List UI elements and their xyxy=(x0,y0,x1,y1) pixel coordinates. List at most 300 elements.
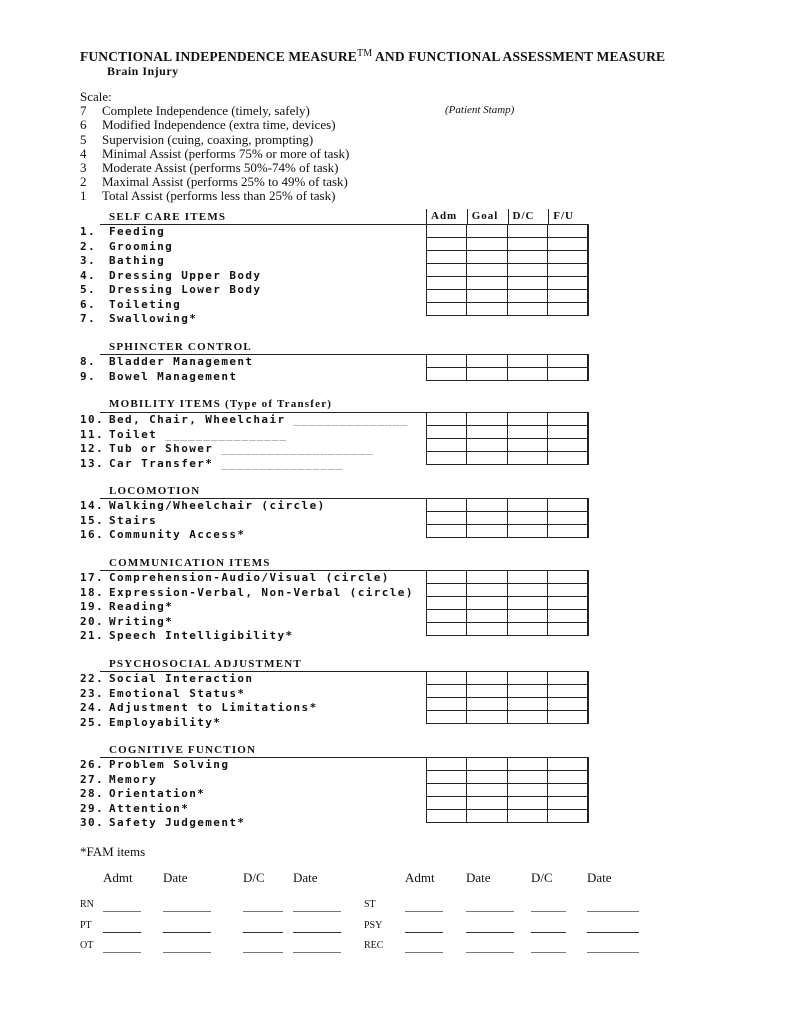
score-cell-dc[interactable] xyxy=(507,810,547,823)
scale-level xyxy=(80,189,349,203)
item-label: Safety Judgement* xyxy=(109,816,246,829)
score-cell-goal[interactable] xyxy=(467,225,507,238)
discipline-ot: OT xyxy=(80,940,94,951)
score-cell-dc[interactable] xyxy=(507,685,547,698)
score-cell-dc[interactable] xyxy=(507,525,547,538)
transfer-type-blank[interactable]: _______________ xyxy=(293,413,408,426)
score-cell-fu[interactable] xyxy=(547,685,588,698)
item-number: 25. xyxy=(80,715,105,729)
score-grid-mobility-items-type-of-transfer xyxy=(426,412,589,465)
score-cell-adm[interactable] xyxy=(427,758,467,771)
score-cell-fu[interactable] xyxy=(547,610,588,623)
score-row xyxy=(427,225,589,238)
score-cell-adm[interactable] xyxy=(427,810,467,823)
item-label: Memory xyxy=(109,772,158,786)
item-number: 24. xyxy=(80,701,105,714)
score-row xyxy=(427,439,589,452)
score-cell-fu[interactable] xyxy=(547,368,588,381)
score-cell-dc[interactable] xyxy=(507,597,547,610)
signature-line-rec[interactable] xyxy=(531,952,566,953)
item-number: 30. xyxy=(80,816,105,829)
score-cell-fu[interactable] xyxy=(547,290,588,303)
score-cell-dc[interactable] xyxy=(507,672,547,685)
item-number: 8. xyxy=(80,355,97,368)
signature-line-pt[interactable] xyxy=(243,932,283,933)
score-cell-dc[interactable] xyxy=(507,251,547,264)
scale-level xyxy=(80,147,349,161)
score-cell-goal[interactable] xyxy=(467,571,507,584)
score-cell-goal[interactable] xyxy=(467,784,507,797)
score-cell-dc[interactable] xyxy=(507,571,547,584)
item-row xyxy=(80,773,245,788)
item-label: Dressing Lower Body xyxy=(109,283,262,296)
scale-number: 4 xyxy=(80,145,87,161)
title-main: FUNCTIONAL INDEPENDENCE MEASURE xyxy=(80,49,357,64)
score-cell-adm[interactable] xyxy=(427,584,467,597)
item-number: 29. xyxy=(80,801,105,815)
item-row xyxy=(80,225,261,240)
item-label: Bed, Chair, Wheelchair xyxy=(109,413,286,426)
signature-line-rn[interactable] xyxy=(243,911,283,912)
score-cell-adm[interactable] xyxy=(427,597,467,610)
item-row xyxy=(80,442,408,457)
score-cell-adm[interactable] xyxy=(427,290,467,303)
item-number: 1. xyxy=(80,225,97,238)
item-row xyxy=(80,514,326,529)
score-row xyxy=(427,413,589,426)
score-cell-dc[interactable] xyxy=(507,452,547,465)
column-header-goal: Goal xyxy=(467,209,508,224)
score-cell-adm[interactable] xyxy=(427,452,467,465)
column-header-fu: F/U xyxy=(548,209,589,224)
score-grid-self-care-items xyxy=(426,224,589,316)
score-cell-dc[interactable] xyxy=(507,368,547,381)
score-cell-fu[interactable] xyxy=(547,264,588,277)
score-cell-fu[interactable] xyxy=(547,525,588,538)
item-row xyxy=(80,457,408,472)
score-cell-goal[interactable] xyxy=(467,698,507,711)
score-cell-goal[interactable] xyxy=(467,810,507,823)
scale-level xyxy=(80,161,349,175)
score-row xyxy=(427,672,589,685)
score-cell-goal[interactable] xyxy=(467,685,507,698)
score-cell-goal[interactable] xyxy=(467,452,507,465)
signature-line-ot[interactable] xyxy=(243,952,283,953)
score-cell-fu[interactable] xyxy=(547,711,588,724)
item-label: Dressing Upper Body xyxy=(109,268,262,282)
item-label: Expression-Verbal, Non-Verbal (circle) xyxy=(109,585,414,599)
signature-line-rec[interactable] xyxy=(466,952,514,953)
signature-header-right-3: Date xyxy=(587,870,612,885)
item-number: 4. xyxy=(80,268,97,282)
score-cell-fu[interactable] xyxy=(547,355,588,368)
score-cell-goal[interactable] xyxy=(467,290,507,303)
score-row xyxy=(427,251,589,264)
score-cell-goal[interactable] xyxy=(467,303,507,316)
score-cell-goal[interactable] xyxy=(467,238,507,251)
score-cell-adm[interactable] xyxy=(427,525,467,538)
item-label: Feeding xyxy=(109,225,166,238)
item-row xyxy=(80,629,414,644)
item-row xyxy=(80,615,414,630)
score-cell-fu[interactable] xyxy=(547,698,588,711)
score-cell-dc[interactable] xyxy=(507,758,547,771)
section-items-cognitive-function xyxy=(80,758,245,831)
score-cell-goal[interactable] xyxy=(467,623,507,636)
score-grid-sphincter-control xyxy=(426,354,589,381)
score-cell-fu[interactable] xyxy=(547,303,588,316)
item-row xyxy=(80,413,408,428)
score-cell-adm[interactable] xyxy=(427,439,467,452)
score-grid-psychosocial-adjustment xyxy=(426,671,589,724)
item-label: Swallowing* xyxy=(109,312,198,325)
item-label: Writing* xyxy=(109,614,174,628)
score-cell-fu[interactable] xyxy=(547,584,588,597)
score-cell-dc[interactable] xyxy=(507,439,547,452)
score-cell-dc[interactable] xyxy=(507,277,547,290)
signature-line-ot[interactable] xyxy=(103,952,141,953)
scale-number: 7 xyxy=(80,103,87,119)
score-cell-adm[interactable] xyxy=(427,303,467,316)
score-row xyxy=(427,452,589,465)
score-cell-adm[interactable] xyxy=(427,610,467,623)
score-cell-goal[interactable] xyxy=(467,355,507,368)
section-heading-cognitive-function: COGNITIVE FUNCTION xyxy=(109,744,257,756)
score-cell-dc[interactable] xyxy=(507,303,547,316)
item-number: 12. xyxy=(80,442,105,455)
item-number: 11. xyxy=(80,427,105,441)
score-cell-adm[interactable] xyxy=(427,784,467,797)
signature-header-left-2: D/C xyxy=(243,870,265,885)
scale-level xyxy=(80,118,349,132)
score-cell-adm[interactable] xyxy=(427,672,467,685)
item-row xyxy=(80,802,245,817)
signature-header-left-0: Admt xyxy=(103,870,133,885)
signature-line-st[interactable] xyxy=(405,911,443,912)
item-row xyxy=(80,586,414,601)
score-row xyxy=(427,355,589,368)
score-cell-adm[interactable] xyxy=(427,771,467,784)
scale-description: Complete Independence (timely, safely) xyxy=(102,103,310,119)
score-cell-fu[interactable] xyxy=(547,413,588,426)
score-cell-goal[interactable] xyxy=(467,512,507,525)
score-row xyxy=(427,698,589,711)
scale-label: Scale: xyxy=(80,89,112,104)
score-cell-fu[interactable] xyxy=(547,512,588,525)
score-cell-fu[interactable] xyxy=(547,597,588,610)
score-cell-goal[interactable] xyxy=(467,499,507,512)
score-cell-fu[interactable] xyxy=(547,499,588,512)
item-label: Toilet xyxy=(109,427,158,441)
item-label: Adjustment to Limitations* xyxy=(109,701,318,714)
discipline-psy: PSY xyxy=(364,920,383,931)
score-cell-goal[interactable] xyxy=(467,758,507,771)
score-row xyxy=(427,758,589,771)
signature-line-pt[interactable] xyxy=(103,932,141,933)
score-row xyxy=(427,797,589,810)
score-cell-dc[interactable] xyxy=(507,512,547,525)
item-label: Orientation* xyxy=(109,787,206,800)
score-cell-goal[interactable] xyxy=(467,426,507,439)
item-row xyxy=(80,600,414,615)
score-cell-dc[interactable] xyxy=(507,623,547,636)
score-cell-dc[interactable] xyxy=(507,784,547,797)
signature-line-psy[interactable] xyxy=(405,932,443,933)
score-row xyxy=(427,810,589,823)
signature-header-right-0: Admt xyxy=(405,870,435,885)
score-cell-fu[interactable] xyxy=(547,277,588,290)
score-cell-dc[interactable] xyxy=(507,771,547,784)
item-row xyxy=(80,701,318,716)
score-cell-goal[interactable] xyxy=(467,264,507,277)
score-row xyxy=(427,771,589,784)
scale-number: 6 xyxy=(80,117,87,133)
score-cell-adm[interactable] xyxy=(427,264,467,277)
score-row xyxy=(427,426,589,439)
score-cell-fu[interactable] xyxy=(547,452,588,465)
section-items-communication-items xyxy=(80,571,414,644)
score-cell-goal[interactable] xyxy=(467,277,507,290)
score-cell-fu[interactable] xyxy=(547,672,588,685)
signature-line-rn[interactable] xyxy=(103,911,141,912)
score-cell-dc[interactable] xyxy=(507,711,547,724)
score-cell-fu[interactable] xyxy=(547,758,588,771)
scale-level xyxy=(80,104,349,118)
item-number: 3. xyxy=(80,254,97,267)
score-cell-dc[interactable] xyxy=(507,355,547,368)
item-row xyxy=(80,269,261,284)
score-cell-fu[interactable] xyxy=(547,426,588,439)
item-row xyxy=(80,240,261,255)
item-row xyxy=(80,355,253,370)
item-label: Bladder Management xyxy=(109,355,254,368)
score-cell-goal[interactable] xyxy=(467,797,507,810)
signature-header-left-3: Date xyxy=(293,870,318,885)
item-label: Bathing xyxy=(109,254,166,267)
score-row xyxy=(427,685,589,698)
signature-line-rn[interactable] xyxy=(163,911,211,912)
score-cell-goal[interactable] xyxy=(467,525,507,538)
score-cell-adm[interactable] xyxy=(427,277,467,290)
item-label: Car Transfer* xyxy=(109,456,214,470)
score-cell-goal[interactable] xyxy=(467,413,507,426)
item-label: Community Access* xyxy=(109,528,246,541)
signature-line-rn[interactable] xyxy=(293,911,341,912)
item-number: 18. xyxy=(80,585,105,599)
item-row xyxy=(80,428,408,443)
score-cell-fu[interactable] xyxy=(547,225,588,238)
score-cell-adm[interactable] xyxy=(427,685,467,698)
score-cell-fu[interactable] xyxy=(547,623,588,636)
score-cell-dc[interactable] xyxy=(507,413,547,426)
score-row xyxy=(427,290,589,303)
section-heading-self-care-items: SELF CARE ITEMS xyxy=(109,211,227,223)
score-cell-adm[interactable] xyxy=(427,512,467,525)
section-items-psychosocial-adjustment xyxy=(80,672,318,730)
score-cell-fu[interactable] xyxy=(547,571,588,584)
signature-line-psy[interactable] xyxy=(466,932,514,933)
item-number: 20. xyxy=(80,614,105,628)
signature-line-ot[interactable] xyxy=(163,952,211,953)
signature-line-rec[interactable] xyxy=(405,952,443,953)
score-cell-adm[interactable] xyxy=(427,413,467,426)
score-row xyxy=(427,571,589,584)
score-cell-dc[interactable] xyxy=(507,225,547,238)
score-row xyxy=(427,499,589,512)
transfer-type-blank[interactable]: ________________ xyxy=(221,456,344,470)
item-label: Toileting xyxy=(109,297,182,311)
score-cell-goal[interactable] xyxy=(467,368,507,381)
section-items-self-care-items xyxy=(80,225,261,327)
item-label: Grooming xyxy=(109,239,174,253)
title-rest: AND FUNCTIONAL ASSESSMENT MEASURE xyxy=(372,49,666,64)
item-label: Bowel Management xyxy=(109,369,238,383)
scale-number: 1 xyxy=(80,188,87,204)
score-cell-goal[interactable] xyxy=(467,711,507,724)
item-number: 2. xyxy=(80,239,97,253)
score-cell-goal[interactable] xyxy=(467,597,507,610)
score-grid-cognitive-function xyxy=(426,757,589,823)
scale-description: Modified Independence (extra time, devices) xyxy=(102,117,336,133)
item-label: Attention* xyxy=(109,801,190,815)
score-cell-adm[interactable] xyxy=(427,355,467,368)
score-cell-fu[interactable] xyxy=(547,771,588,784)
item-row xyxy=(80,672,318,687)
signature-header-right-2: D/C xyxy=(531,870,553,885)
item-number: 17. xyxy=(80,571,105,584)
score-cell-dc[interactable] xyxy=(507,584,547,597)
item-row xyxy=(80,298,261,313)
section-heading-psychosocial-adjustment: PSYCHOSOCIAL ADJUSTMENT xyxy=(109,658,302,670)
item-label: Tub or Shower xyxy=(109,442,214,455)
item-label: Employability* xyxy=(109,715,222,729)
item-row xyxy=(80,370,253,385)
score-cell-fu[interactable] xyxy=(547,251,588,264)
item-row xyxy=(80,787,245,802)
signature-line-st[interactable] xyxy=(466,911,514,912)
score-column-headers xyxy=(426,209,589,224)
discipline-pt: PT xyxy=(80,920,92,931)
item-number: 19. xyxy=(80,600,105,613)
item-label: Speech Intelligibility* xyxy=(109,629,294,642)
item-row xyxy=(80,758,245,773)
section-items-locomotion xyxy=(80,499,326,543)
score-cell-fu[interactable] xyxy=(547,797,588,810)
score-cell-dc[interactable] xyxy=(507,290,547,303)
form-subtitle: Brain Injury xyxy=(107,64,179,78)
scale-description: Moderate Assist (performs 50%-74% of task) xyxy=(102,160,339,176)
trademark: TM xyxy=(356,48,373,59)
score-cell-adm[interactable] xyxy=(427,251,467,264)
score-cell-goal[interactable] xyxy=(467,439,507,452)
item-row xyxy=(80,254,261,269)
score-cell-dc[interactable] xyxy=(507,698,547,711)
score-cell-adm[interactable] xyxy=(427,368,467,381)
score-cell-goal[interactable] xyxy=(467,251,507,264)
score-row xyxy=(427,368,589,381)
score-cell-dc[interactable] xyxy=(507,238,547,251)
signature-line-st[interactable] xyxy=(587,911,639,912)
item-label: Social Interaction xyxy=(109,672,254,685)
section-heading-communication-items: COMMUNICATION ITEMS xyxy=(109,557,271,569)
score-cell-adm[interactable] xyxy=(427,797,467,810)
score-cell-dc[interactable] xyxy=(507,610,547,623)
item-number: 21. xyxy=(80,629,105,642)
signature-line-ot[interactable] xyxy=(293,952,341,953)
score-cell-dc[interactable] xyxy=(507,426,547,439)
score-cell-dc[interactable] xyxy=(507,264,547,277)
score-cell-adm[interactable] xyxy=(427,499,467,512)
score-row xyxy=(427,610,589,623)
scale-number: 3 xyxy=(80,160,87,176)
score-cell-fu[interactable] xyxy=(547,784,588,797)
column-header-adm: Adm xyxy=(426,209,467,224)
scale-description: Maximal Assist (performs 25% to 49% of task) xyxy=(102,174,348,190)
score-cell-goal[interactable] xyxy=(467,672,507,685)
score-cell-goal[interactable] xyxy=(467,610,507,623)
scale-number: 2 xyxy=(80,174,87,190)
item-label: Reading* xyxy=(109,600,174,613)
signature-line-rec[interactable] xyxy=(587,952,639,953)
score-row xyxy=(427,277,589,290)
score-row xyxy=(427,784,589,797)
item-label: Problem Solving xyxy=(109,758,230,771)
item-number: 6. xyxy=(80,297,97,311)
item-row xyxy=(80,283,261,298)
section-items-sphincter-control xyxy=(80,355,253,384)
score-cell-adm[interactable] xyxy=(427,238,467,251)
section-heading-sphincter-control: SPHINCTER CONTROL xyxy=(109,341,252,353)
signature-line-psy[interactable] xyxy=(531,932,566,933)
item-number: 14. xyxy=(80,499,105,512)
item-number: 13. xyxy=(80,456,105,470)
signature-line-psy[interactable] xyxy=(587,932,639,933)
score-row xyxy=(427,597,589,610)
score-cell-goal[interactable] xyxy=(467,584,507,597)
score-cell-adm[interactable] xyxy=(427,426,467,439)
discipline-rn: RN xyxy=(80,899,94,910)
signature-line-st[interactable] xyxy=(531,911,566,912)
signature-line-pt[interactable] xyxy=(293,932,341,933)
item-number: 16. xyxy=(80,528,105,541)
item-row xyxy=(80,571,414,586)
score-cell-goal[interactable] xyxy=(467,771,507,784)
scale-level xyxy=(80,133,349,147)
scale-number: 5 xyxy=(80,131,87,147)
scale-description: Minimal Assist (performs 75% or more of task) xyxy=(102,145,350,161)
transfer-type-blank[interactable]: ________________ xyxy=(165,427,288,441)
score-cell-dc[interactable] xyxy=(507,797,547,810)
score-cell-adm[interactable] xyxy=(427,711,467,724)
score-cell-adm[interactable] xyxy=(427,225,467,238)
item-label: Stairs xyxy=(109,513,158,527)
fam-items-note: *FAM items xyxy=(80,844,146,859)
signature-header-right-1: Date xyxy=(466,870,491,885)
score-cell-fu[interactable] xyxy=(547,238,588,251)
signature-line-pt[interactable] xyxy=(163,932,211,933)
score-cell-fu[interactable] xyxy=(547,439,588,452)
item-number: 27. xyxy=(80,772,105,786)
score-cell-fu[interactable] xyxy=(547,810,588,823)
score-cell-dc[interactable] xyxy=(507,499,547,512)
score-cell-adm[interactable] xyxy=(427,623,467,636)
item-row xyxy=(80,687,318,702)
score-row xyxy=(427,238,589,251)
transfer-type-blank[interactable]: ____________________ xyxy=(221,442,374,455)
section-heading-mobility-items-type-of-transfer: MOBILITY ITEMS (Type of Transfer) xyxy=(109,398,333,410)
score-cell-adm[interactable] xyxy=(427,571,467,584)
score-cell-adm[interactable] xyxy=(427,698,467,711)
